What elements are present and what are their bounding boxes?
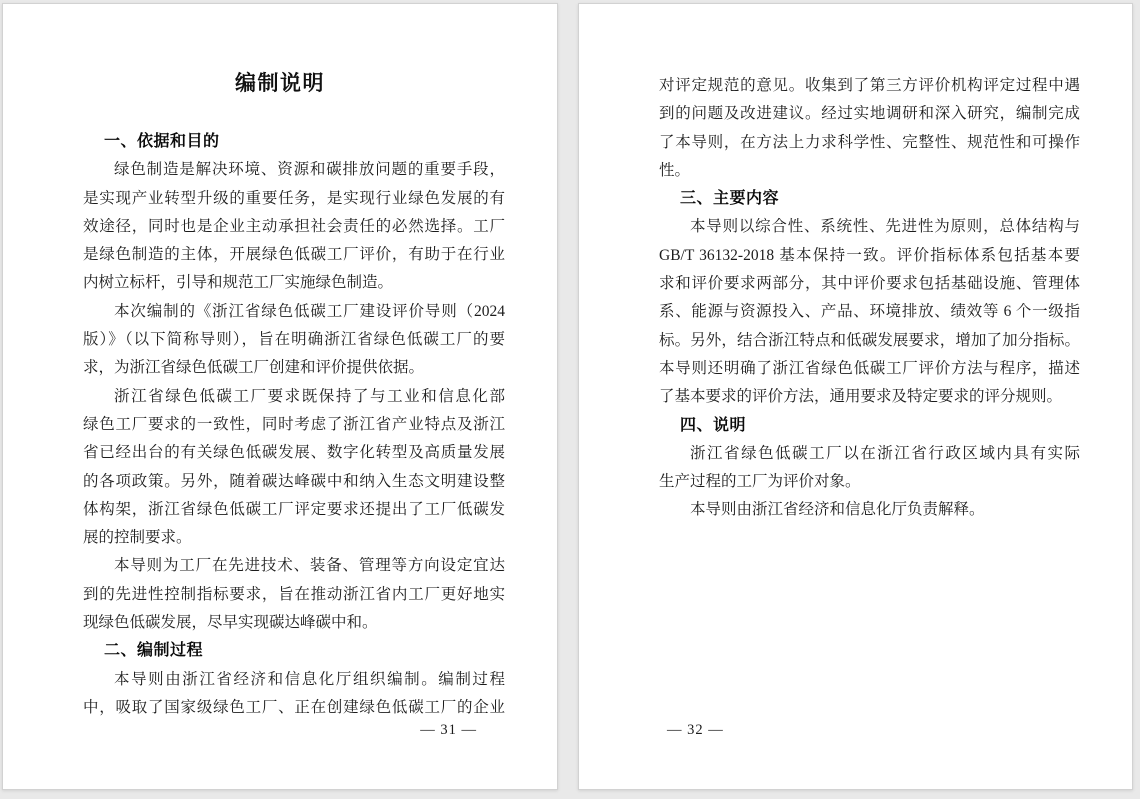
body-text-line: 了基本要求的评价方法，通用要求及特定要求的评分规则。	[659, 388, 1063, 406]
body-text-line: 的各项政策。另外，随着碳达峰碳中和纳入生态文明建设整	[83, 472, 505, 490]
page-number-32: — 32 —	[667, 722, 724, 738]
body-text-line: 浙江省绿色低碳工厂以在浙江省行政区域内具有实际	[690, 444, 1080, 462]
body-text-line: 本次编制的《浙江省绿色低碳工厂建设评价导则（2024	[114, 302, 505, 320]
body-text-line: 本导则以综合性、系统性、先进性为原则，总体结构与	[690, 218, 1080, 236]
page-31-text-block	[3, 128, 557, 722]
section-heading: 四、说明	[680, 416, 747, 434]
body-text-line: 本导则为工厂在先进技术、装备、管理等方向设定宜达	[114, 557, 505, 575]
section-heading: 一、依据和目的	[104, 133, 220, 150]
body-text-line: 是实现产业转型升级的重要任务，是实现行业绿色发展的有	[83, 189, 505, 207]
body-text-line: 求和评价要求两部分，其中评价要求包括基础设施、管理体	[659, 275, 1080, 293]
page-number-31: — 31 —	[420, 722, 477, 738]
section-heading: 二、编制过程	[104, 642, 204, 660]
document-title: 编制说明	[235, 72, 325, 95]
body-text-line: 中，吸取了国家级绿色工厂、正在创建绿色低碳工厂的企业	[83, 698, 505, 716]
body-text-line: 求，为浙江省绿色低碳工厂创建和评价提供依据。	[83, 359, 425, 377]
body-text-line: 绿色工厂要求的一致性，同时考虑了浙江省产业特点及浙江	[83, 415, 505, 433]
body-text-line: 效途径，同时也是企业主动承担社会责任的必然选择。工厂	[83, 217, 505, 235]
body-text-line: 到的问题及改进建议。经过实地调研和深入研究，编制完成	[659, 105, 1080, 123]
body-text-line: 对评定规范的意见。收集到了第三方评价机构评定过程中遇	[659, 77, 1080, 94]
body-text-line: 本导则还明确了浙江省绿色低碳工厂评价方法与程序，描述	[659, 359, 1080, 377]
body-text-line: 浙江省绿色低碳工厂要求既保持了与工业和信息化部	[114, 387, 505, 405]
body-text-line: 生产过程的工厂为评价对象。	[659, 473, 861, 491]
body-text-line: 性。	[659, 161, 691, 179]
body-text-line: 体构架，浙江省绿色低碳工厂评定要求还提出了工厂低碳发	[83, 500, 505, 518]
body-text-line: 版）》（以下简称导则），旨在明确浙江省绿色低碳工厂的要	[83, 331, 505, 349]
body-text-line: 展的控制要求。	[83, 529, 192, 547]
body-text-line: 系、能源与资源投入、产品、环境排放、绩效等 6 个一级指	[659, 303, 1080, 321]
page-32-text-block	[579, 72, 1132, 525]
body-text-line: 了本导则，在方法上力求科学性、完整性、规范性和可操作	[659, 133, 1080, 151]
body-text-line: 是绿色制造的主体，开展绿色低碳工厂评价，有助于在行业	[83, 246, 505, 264]
body-text-line: 标。另外，结合浙江特点和低碳发展要求，增加了加分指标。	[659, 331, 1080, 349]
body-text-line: 到的先进性控制指标要求，旨在推动浙江省内工厂更好地实	[83, 585, 505, 603]
body-text-line: 内树立标杆，引导和规范工厂实施绿色制造。	[83, 274, 394, 292]
body-text-line: 现绿色低碳发展，尽早实现碳达峰碳中和。	[83, 614, 378, 632]
body-text-line: GB/T 36132-2018 基本保持一致。评价指标体系包括基本要	[659, 246, 1080, 264]
document-page-32	[578, 3, 1133, 790]
document-page-31	[2, 3, 558, 790]
body-text-line: 本导则由浙江省经济和信息化厅负责解释。	[690, 501, 985, 519]
body-text-line: 绿色制造是解决环境、资源和碳排放问题的重要手段，	[114, 161, 505, 179]
body-text-line: 本导则由浙江省经济和信息化厅组织编制。编制过程	[114, 670, 505, 688]
section-heading: 三、主要内容	[680, 190, 780, 208]
body-text-line: 省已经出台的有关绿色低碳发展、数字化转型及高质量发展	[83, 444, 505, 462]
